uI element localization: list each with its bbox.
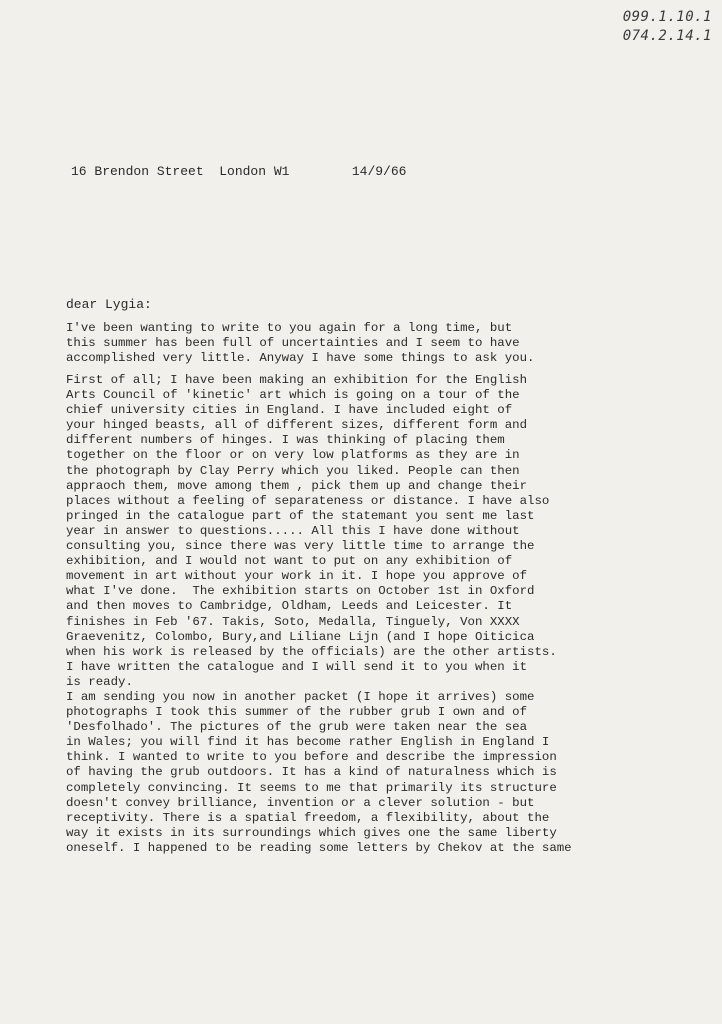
letter-line: of having the grub outdoors. It has a kind of naturalness which is	[66, 765, 557, 780]
letter-line: First of all; I have been making an exhibition for the English	[66, 373, 528, 387]
letter-line: Arts Council of 'kinetic' art which is going on a tour of the	[66, 388, 520, 403]
letter-line: chief university cities in England. I have included eight of	[66, 403, 513, 418]
letter-line: way it exists in its surroundings which gives one the same liberty	[66, 825, 557, 840]
letter-line: receptivity. There is a spatial freedom, a flexibility, about the	[66, 810, 550, 825]
letter-line: finishes in Feb '67. Takis, Soto, Medalla, Tinguely, Von XXXX	[66, 614, 520, 629]
letter-line: think. I wanted to write to you before and describe the impression	[66, 750, 557, 765]
letter-line: what I've done. The exhibition starts on October 1st in Oxford	[66, 584, 535, 599]
letter-line: oneself. I happened to be reading some letters by Chekov at the same	[66, 840, 572, 855]
letter-line: I am sending you now in another packet (I hope it arrives) some	[66, 690, 535, 704]
letter-line: Graevenitz, Colombo, Bury,and Liliane Lijn (and I hope Oiticica	[66, 629, 535, 644]
letter-address-date: 16 Brendon Street London W1 14/9/66	[71, 164, 407, 179]
letter-line: places without a feeling of separateness or distance. I have also	[66, 493, 550, 508]
letter-line: accomplished very little. Anyway I have some things to ask you.	[66, 351, 535, 366]
archive-number: 074.2.14.1	[622, 28, 712, 44]
letter-line: year in answer to questions..... All this I have done without	[66, 523, 520, 538]
letter-line: your hinged beasts, all of different sizes, different form and	[66, 418, 528, 433]
letter-paragraph	[66, 373, 557, 690]
letter-line: I've been wanting to write to you again for a long time, but	[66, 321, 513, 335]
letter-line: in Wales; you will find it has become rather English in England I	[66, 735, 550, 750]
letter-line: this summer has been full of uncertainties and I seem to have	[66, 336, 520, 351]
letter-line: pringed in the catalogue part of the statemant you sent me last	[66, 508, 535, 523]
letter-line: different numbers of hinges. I was thinking of placing them	[66, 433, 505, 448]
letter-line: appraoch them, move among them , pick them up and change their	[66, 478, 528, 493]
letter-line: exhibition, and I would not want to put on any exhibition of	[66, 554, 513, 569]
letter-line: together on the floor or on very low platforms as they are in	[66, 448, 520, 463]
letter-line: movement in art without your work in it. I hope you approve of	[66, 569, 528, 584]
letter-line: 'Desfolhado'. The pictures of the grub were taken near the sea	[66, 720, 528, 735]
letter-line: and then moves to Cambridge, Oldham, Leeds and Leicester. It	[66, 599, 513, 614]
letter-greeting: dear Lygia:	[66, 297, 152, 312]
letter-line: consulting you, since there was very little time to arrange the	[66, 539, 535, 554]
letter-paragraph	[66, 690, 572, 856]
letter-line: when his work is released by the officials) are the other artists.	[66, 644, 557, 659]
letter-line: the photograph by Clay Perry which you liked. People can then	[66, 463, 520, 478]
letter-line: photographs I took this summer of the rubber grub I own and of	[66, 705, 528, 720]
archive-reference-numbers	[623, 8, 712, 46]
letter-line: I have written the catalogue and I will send it to you when it	[66, 659, 528, 674]
letter-paragraph	[66, 321, 534, 366]
letter-line: doesn't convey brilliance, invention or a clever solution - but	[66, 795, 535, 810]
archive-number: 099.1.10.1	[622, 9, 712, 25]
letter-line: completely convincing. It seems to me that primarily its structure	[66, 780, 557, 795]
letter-line: is ready.	[66, 674, 133, 689]
